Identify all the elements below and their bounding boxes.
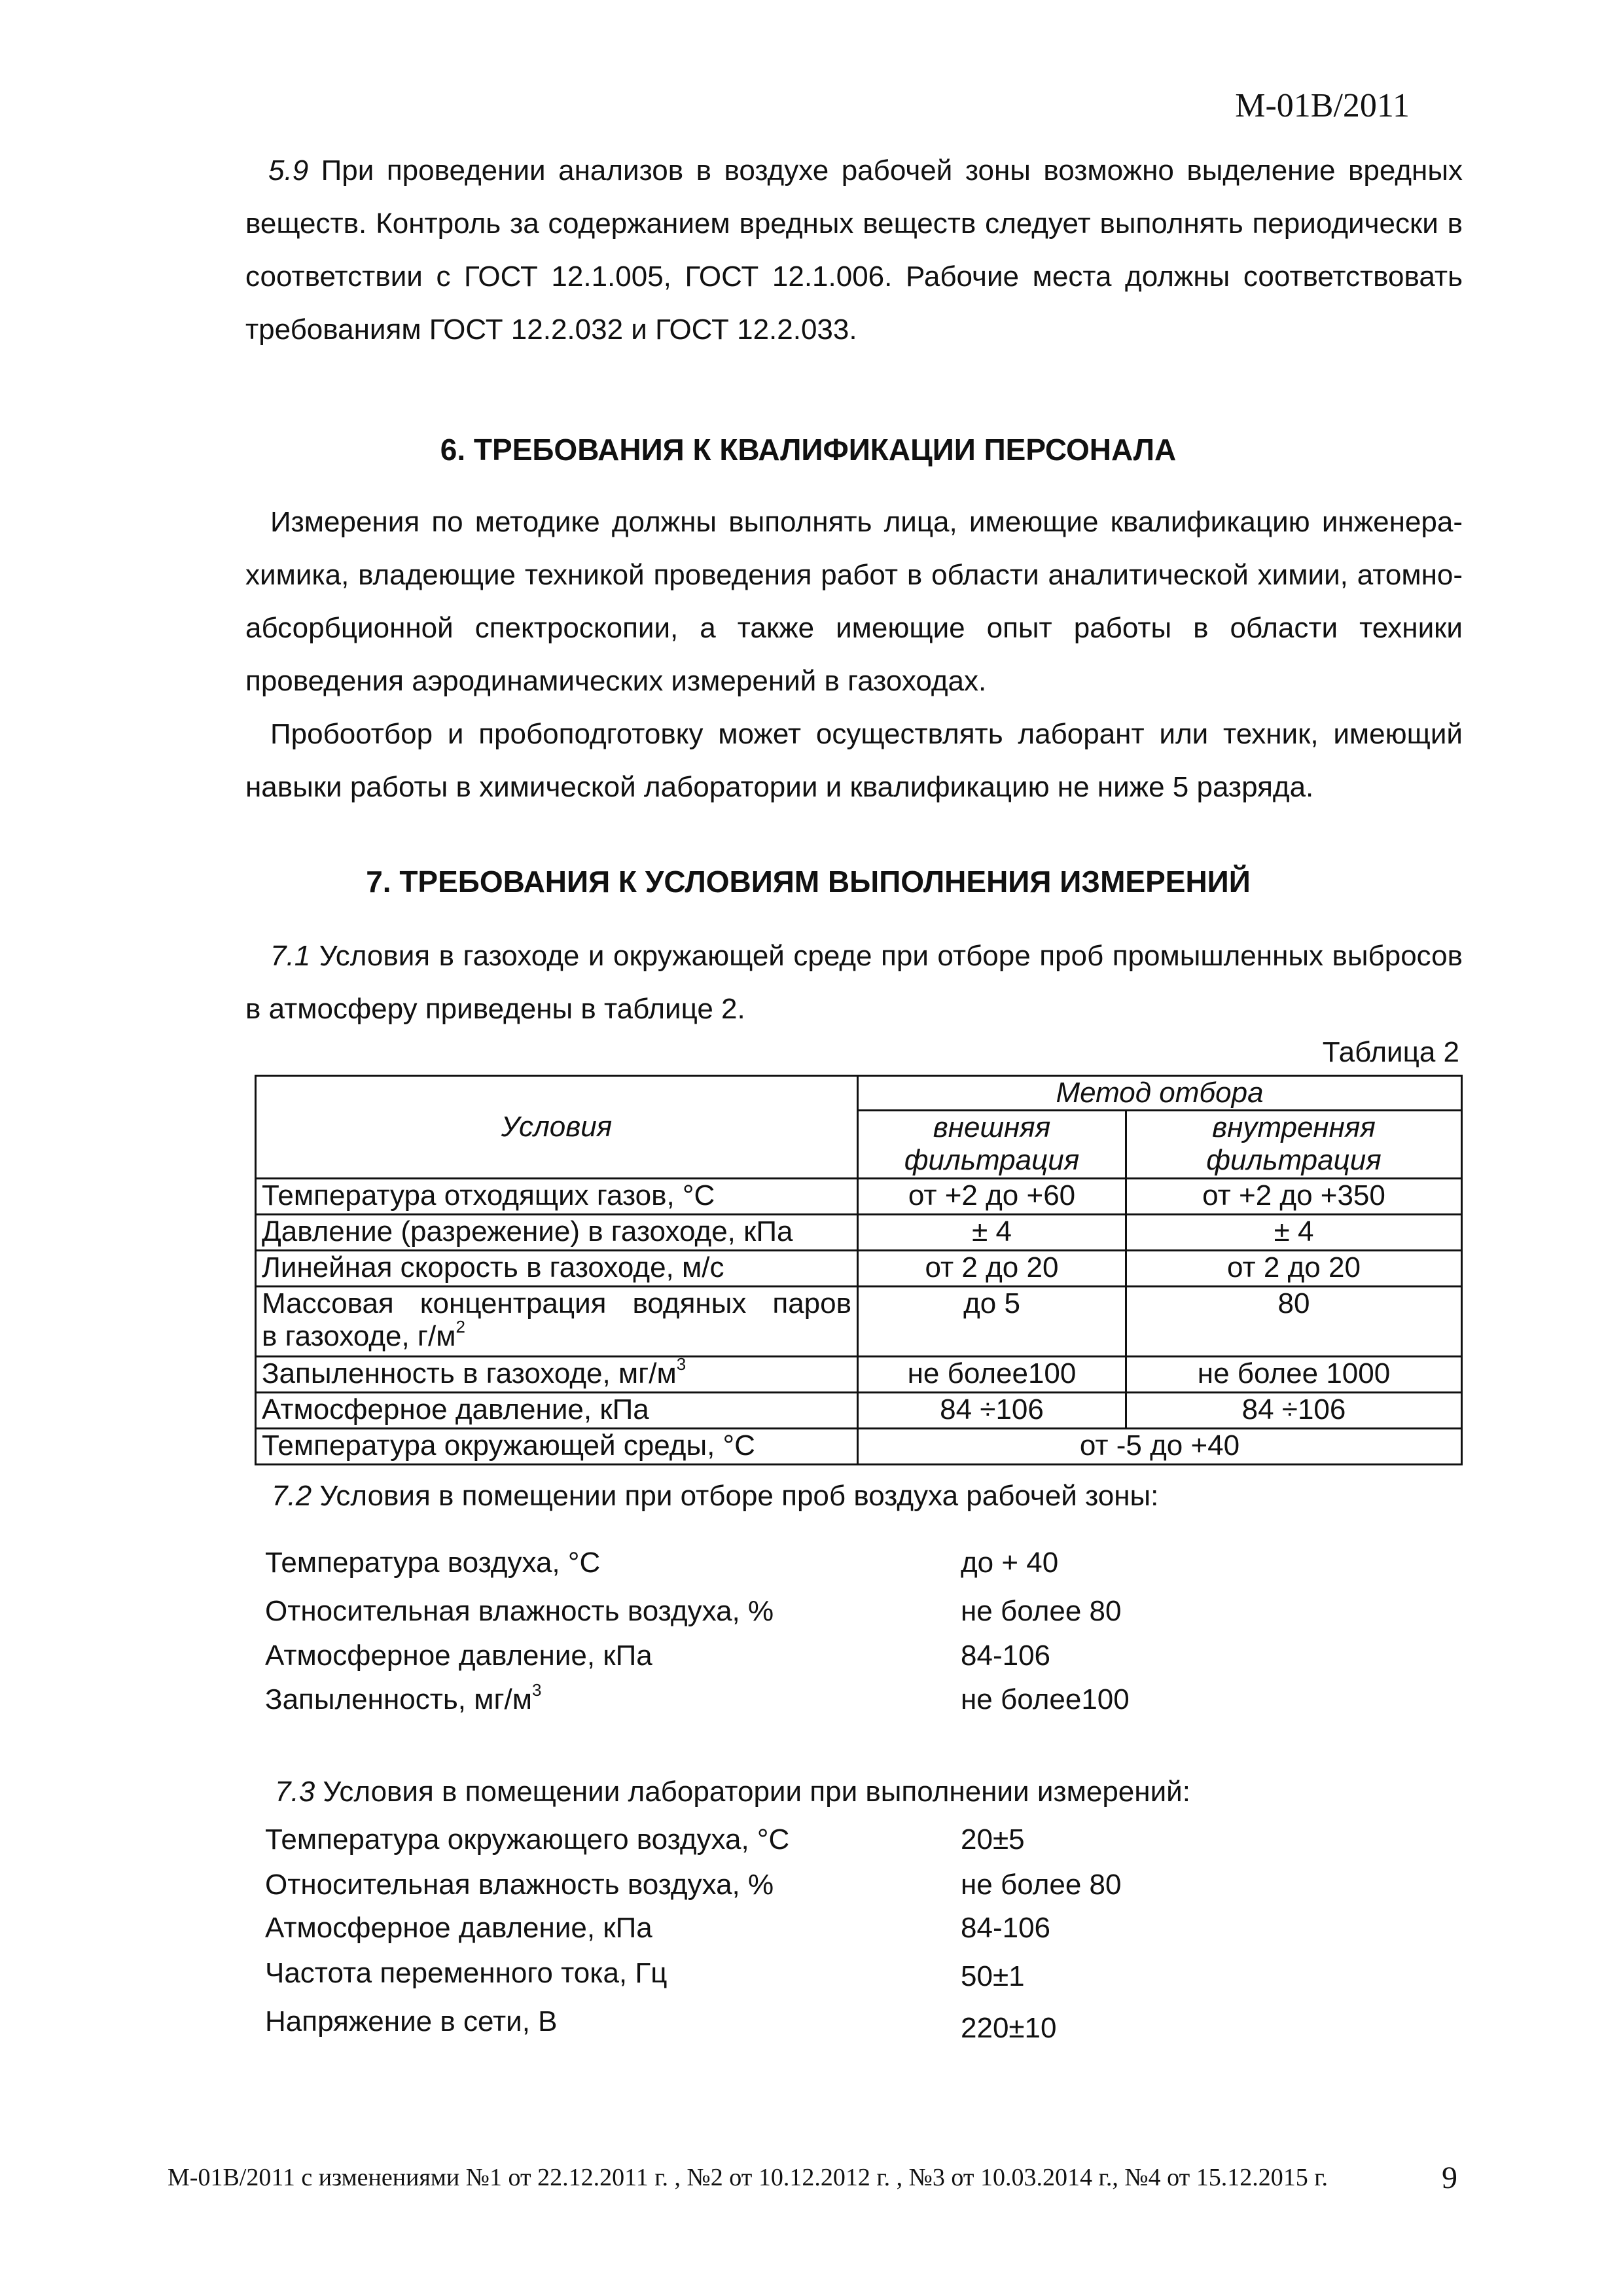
lab-condition-value: не более 80 bbox=[961, 1869, 1122, 1901]
section-number: 7.2 bbox=[272, 1480, 312, 1512]
room-condition-label: Температура воздуха, °С bbox=[265, 1547, 601, 1579]
table-row bbox=[256, 1287, 1462, 1357]
section-7-1-paragraph bbox=[245, 929, 1463, 1035]
room-condition-label-text: Запыленность, мг/м bbox=[265, 1683, 533, 1715]
row-label: Атмосферное давление, кПа bbox=[256, 1393, 858, 1429]
lab-condition-label: Температура окружающего воздуха, °С bbox=[265, 1823, 790, 1856]
room-condition-label: Относительная влажность воздуха, % bbox=[265, 1595, 774, 1627]
row-int-value: 84 ÷106 bbox=[1126, 1393, 1462, 1429]
row-both-value: от -5 до +40 bbox=[858, 1429, 1462, 1465]
paragraph-text: Условия в помещении лаборатории при выполнении измерений: bbox=[323, 1776, 1190, 1808]
table-row bbox=[256, 1429, 1462, 1465]
section-7-3-paragraph bbox=[275, 1765, 1492, 1818]
lab-condition-value: 50±1 bbox=[961, 1960, 1025, 1992]
row-label: Давление (разрежение) в газоходе, кПа bbox=[256, 1215, 858, 1251]
row-ext-value: ± 4 bbox=[858, 1215, 1126, 1251]
row-ext-value: не более100 bbox=[858, 1357, 1126, 1393]
lab-condition-label: Частота переменного тока, Гц bbox=[265, 1957, 668, 1989]
header-internal-filtration: внутренняя фильтрация bbox=[1126, 1111, 1462, 1179]
row-ext-value: от 2 до 20 bbox=[858, 1251, 1126, 1287]
room-condition-value: не более100 bbox=[961, 1683, 1130, 1715]
row-ext-value: от +2 до +60 bbox=[858, 1179, 1126, 1215]
row-label-line-1: Массовая концентрация водяных паров bbox=[262, 1287, 851, 1319]
table-header-row bbox=[256, 1076, 1462, 1111]
lab-condition-label: Напряжение в сети, В bbox=[265, 2005, 558, 2037]
superscript: 2 bbox=[455, 1317, 465, 1336]
room-condition-value: до + 40 bbox=[961, 1547, 1059, 1579]
superscript: 3 bbox=[532, 1680, 542, 1700]
room-condition-label bbox=[265, 1680, 542, 1716]
footer-revisions: М-01В/2011 с изменениями №1 от 22.12.2011 г. , №2 от 10.12.2012 г. , №3 от 10.03.2014 г., №4 от 15.12.2015 г. bbox=[168, 2164, 1328, 2191]
conditions-table bbox=[255, 1075, 1463, 1465]
section-7-title: 7. ТРЕБОВАНИЯ К УСЛОВИЯМ ВЫПОЛНЕНИЯ ИЗМЕРЕНИЙ bbox=[366, 865, 1251, 899]
document-code: M-01B/2011 bbox=[1235, 87, 1410, 124]
row-label-text: в газоходе, г/м bbox=[262, 1320, 456, 1352]
header-method: Метод отбора bbox=[858, 1076, 1462, 1111]
row-int-value: 80 bbox=[1126, 1287, 1462, 1357]
section-number: 7.3 bbox=[275, 1776, 315, 1808]
row-label bbox=[256, 1287, 858, 1357]
row-int-value: от 2 до 20 bbox=[1126, 1251, 1462, 1287]
lab-condition-value: 20±5 bbox=[961, 1823, 1025, 1856]
paragraph-text: При проведении анализов в воздухе рабочей зоны возможно выделение вредных веществ. Контроль за содержанием вредных веществ следует выполнять периодически в соответствии с ГОСТ 12.1.005, ГОСТ 12.1.006. Рабочие места должны соответствовать требованиям ГОСТ 12.2.032 и ГОСТ 12.2.033. bbox=[245, 154, 1463, 346]
paragraph-text: Условия в помещении при отборе проб воздуха рабочей зоны: bbox=[319, 1480, 1159, 1512]
table-caption: Таблица 2 bbox=[1322, 1036, 1459, 1068]
room-condition-value: не более 80 bbox=[961, 1595, 1122, 1627]
row-ext-value: 84 ÷106 bbox=[858, 1393, 1126, 1429]
table-row bbox=[256, 1357, 1462, 1393]
row-int-value: от +2 до +350 bbox=[1126, 1179, 1462, 1215]
section-5-9-paragraph bbox=[245, 144, 1463, 356]
room-condition-value: 84-106 bbox=[961, 1640, 1051, 1672]
section-6-paragraph-1: Измерения по методике должны выполнять лица, имеющие квалификацию инженера-химика, владеющие техникой проведения работ в области аналитической химии, атомно-абсорбционной спектроскопии, а также имеющие опыт работы в области техники проведения аэродинамических измерений в газоходах. bbox=[245, 506, 1463, 697]
section-number: 7.1 bbox=[270, 940, 311, 972]
row-label-text: Запыленность в газоходе, мг/м bbox=[262, 1357, 677, 1390]
table-row bbox=[256, 1393, 1462, 1429]
section-number: 5.9 bbox=[268, 154, 309, 187]
row-int-value: не более 1000 bbox=[1126, 1357, 1462, 1393]
lab-condition-label: Относительная влажность воздуха, % bbox=[265, 1869, 774, 1901]
row-label: Линейная скорость в газоходе, м/с bbox=[256, 1251, 858, 1287]
room-condition-label: Атмосферное давление, кПа bbox=[265, 1640, 652, 1672]
paragraph-text: Условия в газоходе и окружающей среде при отборе проб промышленных выбросов в атмосферу приведены в таблице 2. bbox=[245, 940, 1463, 1025]
row-label: Температура окружающей среды, °С bbox=[256, 1429, 858, 1465]
page-number: 9 bbox=[1442, 2161, 1457, 2195]
table-row bbox=[256, 1179, 1462, 1215]
table-row bbox=[256, 1215, 1462, 1251]
section-7-2-paragraph bbox=[272, 1469, 1489, 1522]
row-label bbox=[256, 1354, 858, 1393]
table-row bbox=[256, 1251, 1462, 1287]
header-external-filtration: внешняя фильтрация bbox=[858, 1111, 1126, 1179]
lab-condition-value: 84-106 bbox=[961, 1912, 1051, 1944]
superscript: 3 bbox=[676, 1354, 687, 1374]
row-label-line-2 bbox=[262, 1317, 851, 1353]
section-6-title: 6. ТРЕБОВАНИЯ К КВАЛИФИКАЦИИ ПЕРСОНАЛА bbox=[440, 433, 1177, 467]
header-conditions: Условия bbox=[256, 1076, 858, 1179]
row-ext-value: до 5 bbox=[858, 1287, 1126, 1357]
lab-condition-label: Атмосферное давление, кПа bbox=[265, 1912, 652, 1944]
lab-condition-value: 220±10 bbox=[961, 2012, 1057, 2044]
section-6-paragraph-2: Пробоотбор и пробоподготовку может осуществлять лаборант или техник, имеющий навыки работы в химической лаборатории и квалификацию не ниже 5 разряда. bbox=[245, 718, 1463, 803]
row-int-value: ± 4 bbox=[1126, 1215, 1462, 1251]
row-label: Температура отходящих газов, °С bbox=[256, 1179, 858, 1215]
